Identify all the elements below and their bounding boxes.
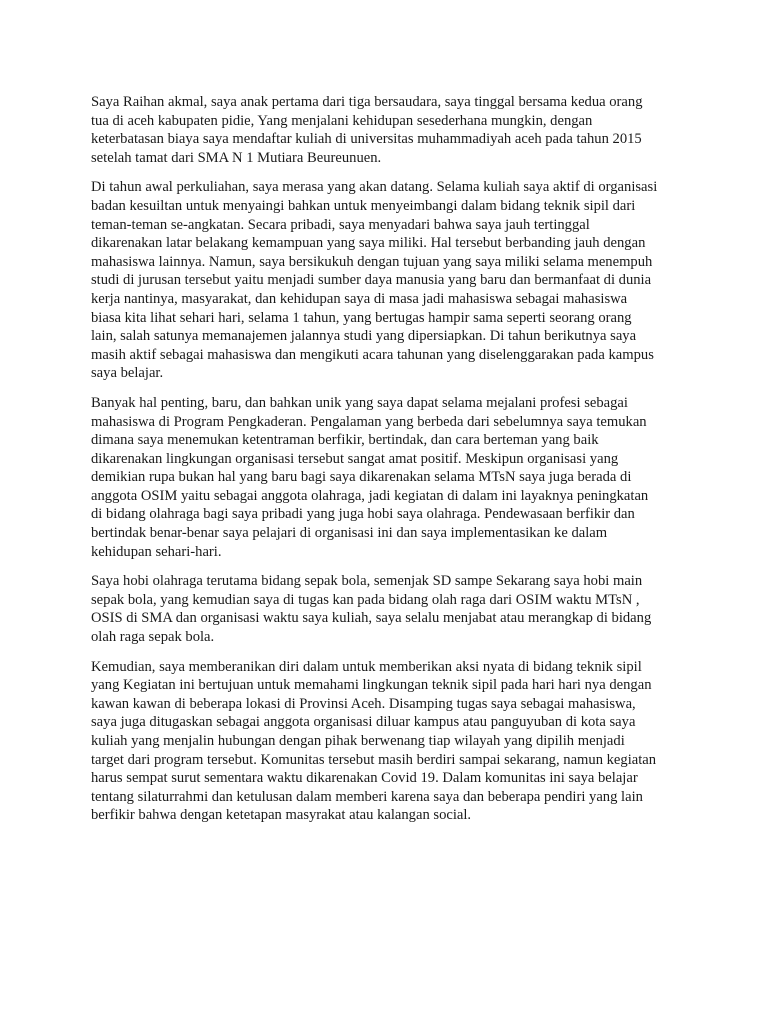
- paragraph-3: Banyak hal penting, baru, dan bahkan unik yang saya dapat selama mejalani profesi sebagai mahasiswa di Program Pengkaderan. Pengalaman yang berbeda dari sebelumnya saya temukan dimana saya menemukan ketentraman berfikir, bertindak, dan cara berteman yang baik dikarenakan lingkungan organisasi tersebut sangat amat positif. Meskipun organisasi yang demikian rupa bukan hal yang baru bagi saya dikarenakan selama MTsN saya juga berada di anggota OSIM yaitu sebagai anggota olahraga, jadi kegiatan di dalam ini layaknya peningkatan di bidang olahraga bagi saya pribadi yang juga hobi saya olahraga. Pendewasaan berfikir dan bertindak benar-benar saya pelajari di organisasi ini dan saya implementasikan ke dalam kehidupan sehari-hari.: [91, 394, 649, 560]
- paragraph-5: Kemudian, saya memberanikan diri dalam untuk memberikan aksi nyata di bidang teknik sipil yang Kegiatan ini bertujuan untuk memahami lingkungan teknik sipil pada hari hari nya dengan kawan kawan di beberapa lokasi di Provinsi Aceh. Disamping tugas saya sebagai mahasiswa, saya juga ditugaskan sebagai anggota organisasi diluar kampus atau panguyuban di kota saya kuliah yang menjalin hubungan dengan pihak berwenang tiap wilayah yang dipilih menjadi target dari program tersebut. Komunitas tersebut masih berdiri sampai sekarang, namun kegiatan harus sempat surut sementara waktu dikarenakan Covid 19. Dalam komunitas ini saya belajar tentang silaturrahmi dan ketulusan dalam memberi karena saya dan beberapa pendiri yang lain berfikir bahwa dengan ketetapan masyrakat atau kalangan social.: [91, 658, 657, 824]
- paragraph-1: Saya Raihan akmal, saya anak pertama dari tiga bersaudara, saya tinggal bersama kedua orang tua di aceh kabupaten pidie, Yang menjalani kehidupan sesederhana mungkin, dengan keterbatasan biaya saya mendaftar kuliah di universitas muhammadiyah aceh pada tahun 2015 setelah tamat dari SMA N 1 Mutiara Beureunuen.: [91, 94, 643, 166]
- paragraph-2: Di tahun awal perkuliahan, saya merasa yang akan datang. Selama kuliah saya aktif di organisasi badan kesuiltan untuk menyaingi bahkan untuk menyeimbangi dalam bidang teknik sipil dari teman-teman se-angkatan. Secara pribadi, saya menyadari bahwa saya jauh tertinggal dikarenakan latar belakang kemampuan yang saya miliki. Hal tersebut berbanding jauh dengan mahasiswa lainnya. Namun, saya bersikukuh dengan tujuan yang saya miliki selama menempuh studi di jurusan tersebut yaitu menjadi sumber daya manusia yang baru dan bermanfaat di dunia kerja nantinya, masyarakat, dan kehidupan saya di masa jadi mahasiswa sebagai mahasiswa biasa kita lihat sehari hari, selama 1 tahun, yang bertugas hampir sama seperti seorang orang lain, salah satunya memanajemen jalannya studi yang dipersiapkan. Di tahun berikutnya saya masih aktif sebagai mahasiswa dan mengikuti acara tahunan yang diselenggarakan pada kampus saya belajar.: [91, 179, 658, 382]
- document-page: [91, 93, 691, 836]
- paragraph-4: Saya hobi olahraga terutama bidang sepak bola, semenjak SD sampe Sekarang saya hobi main sepak bola, yang kemudian saya di tugas kan pada bidang olah raga dari OSIM waktu MTsN , OSIS di SMA dan organisasi waktu saya kuliah, saya selalu menjabat atau merangkap di bidang olah raga sepak bola.: [91, 573, 652, 646]
